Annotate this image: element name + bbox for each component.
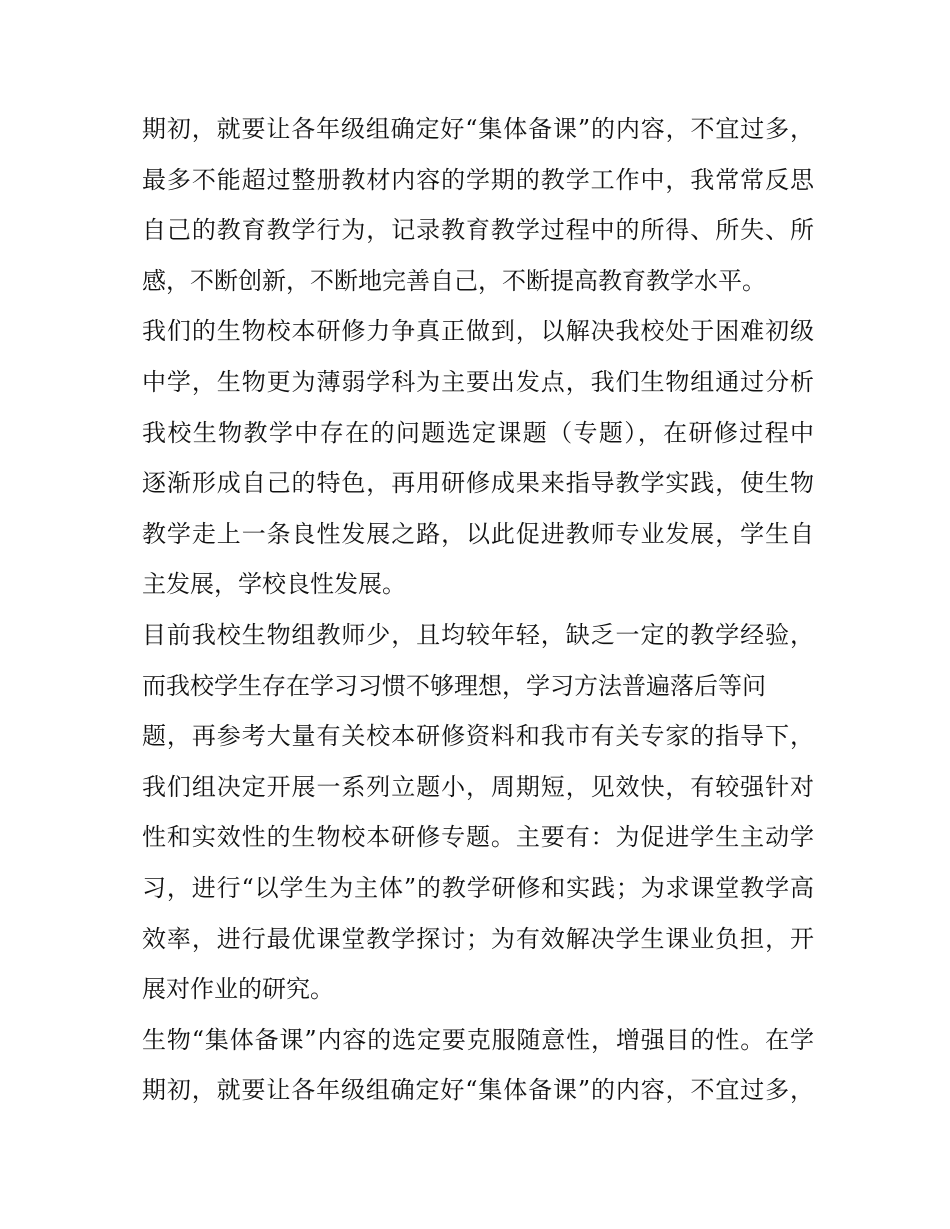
text-line: 效率，进行最优课堂教学探讨；为有效解决学生课业负担，开: [142, 924, 814, 953]
text-line: 中学，生物更为薄弱学科为主要出发点，我们生物组通过分析: [142, 367, 814, 396]
text-line: 而我校学生存在学习习惯不够理想，学习方法普遍落后等问: [142, 671, 766, 700]
text-line: 我们组决定开展一系列立题小，周期短，见效快，有较强针对: [142, 772, 814, 801]
text-line: 展对作业的研究。: [142, 975, 334, 1004]
text-line: 生物“集体备课”内容的选定要克服随意性，增强目的性。在学: [142, 1025, 814, 1054]
text-line: 自己的教育教学行为，记录教育教学过程中的所得、所失、所: [142, 216, 814, 245]
text-line: 期初，就要让各年级组确定好“集体备课”的内容，不宜过多，: [142, 115, 814, 143]
text-line: 目前我校生物组教师少，且均较年轻，缺乏一定的教学经验，: [142, 620, 814, 649]
text-line: 教学走上一条良性发展之路，以此促进教师专业发展，学生自: [142, 519, 814, 548]
text-line: 最多不能超过整册教材内容的学期的教学工作中，我常常反思: [142, 165, 814, 194]
text-line: 主发展，学校良性发展。: [142, 570, 406, 599]
body-text: [142, 104, 814, 1116]
text-line: 性和实效性的生物校本研修专题。主要有：为促进学生主动学: [142, 823, 814, 852]
text-line: 题，再参考大量有关校本研修资料和我市有关专家的指导下，: [142, 722, 814, 751]
text-line: 感，不断创新，不断地完善自己，不断提高教育教学水平。: [142, 266, 766, 295]
text-line: 期初，就要让各年级组确定好“集体备课”的内容，不宜过多，: [142, 1076, 814, 1105]
text-line: 我们的生物校本研修力争真正做到，以解决我校处于困难初级: [142, 317, 814, 346]
text-line: 逐渐形成自己的特色，再用研修成果来指导教学实践，使生物: [142, 469, 814, 498]
text-line: 习，进行“以学生为主体”的教学研修和实践；为求课堂教学高: [142, 873, 814, 902]
text-line: 我校生物教学中存在的问题选定课题（专题），在研修过程中: [142, 418, 814, 447]
